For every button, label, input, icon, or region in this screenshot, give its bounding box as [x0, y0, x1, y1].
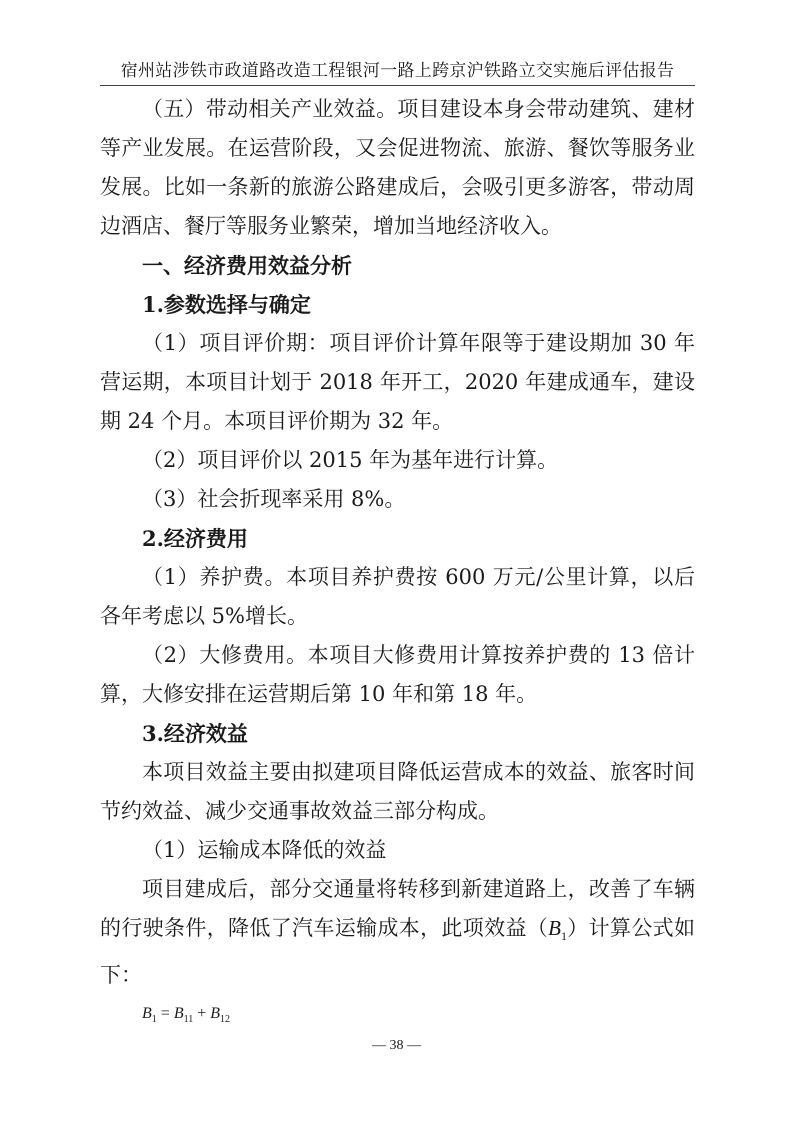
page-number: — 38 — [372, 1038, 421, 1053]
subheading-economic-benefits: 3.经济效益 [142, 721, 248, 746]
symbol-b1: $B_1$ [548, 916, 567, 944]
paragraph-discount-rate: （3）社会折现率采用 8%。 [142, 487, 406, 511]
page-header [100, 56, 695, 86]
subheading-parameters: 1.参数选择与确定 [142, 292, 311, 317]
paragraph-evaluation-period: （1）项目评价期：项目评价计算年限等于建设期加 30 年营运期，本项目计划于 2018 年开工，2020 年建成通车，建设期 24 个月。本项目评价期为 32 年。 [100, 331, 695, 433]
header-title: 宿州站涉铁市政道路改造工程银河一路上跨京沪铁路立交实施后评估报告 [120, 61, 675, 81]
paragraph-maintenance-cost: （1）养护费。本项目养护费按 600 万元/公里计算，以后各年考虑以 5%增长。 [100, 565, 695, 628]
paragraph-transport-cost-benefit: （1）运输成本降低的效益 [142, 838, 387, 862]
paragraph-transport-cost-formula-intro: 项目建成后，部分交通量将转移到新建道路上，改善了车辆的行驶条件，降低了汽车运输成本，此项效益$(B_1)$计算公式如下： [100, 877, 696, 988]
section-heading-economic-analysis: 一、经济费用效益分析 [142, 253, 352, 278]
paragraph-benefit-composition: 本项目效益主要由拟建项目降低运营成本的效益、旅客时间节约效益、减少交通事故效益三部分构成。 [100, 760, 695, 823]
paragraph-base-year: （2）项目评价以 2015 年为基年进行计算。 [142, 448, 559, 472]
subheading-economic-costs: 2.经济费用 [142, 526, 248, 551]
paragraph-industry-benefit: （五）带动相关产业效益。项目建设本身会带动建筑、建材等产业发展。在运营阶段，又会促进物流、旅游、餐饮等服务业发展。比如一条新的旅游公路建成后，会吸引更多游客，带动周边酒店、餐厅等服务业繁荣，增加当地经济收入。 [100, 97, 695, 238]
document-body [100, 90, 695, 1031]
formula-b1: $B_1 = B_{11} + B_{12}$ [142, 1005, 231, 1026]
paragraph-overhaul-cost: （2）大修费用。本项目大修费用计算按养护费的 13 倍计算，大修安排在运营期后第 10 年和第 18 年。 [100, 643, 695, 706]
